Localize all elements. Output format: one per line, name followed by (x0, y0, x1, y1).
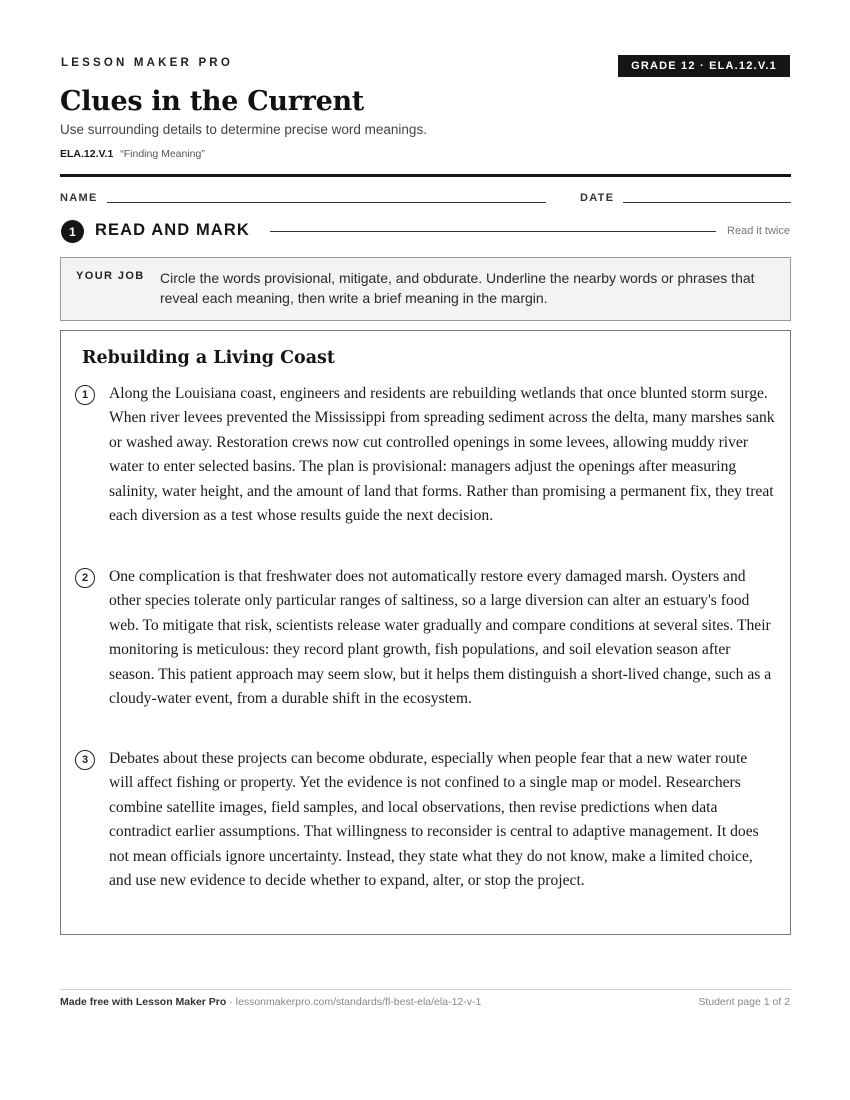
brand-name: LESSON MAKER PRO (61, 57, 233, 69)
paragraph-number: 3 (75, 750, 95, 770)
footer-url: · lessonmakerpro.com/standards/fl-best-ela/ela-12-v-1 (226, 996, 482, 1008)
footer-divider (60, 989, 791, 990)
section-divider (270, 231, 716, 232)
job-instructions-box (60, 257, 791, 321)
standard-name: “Finding Meaning” (120, 148, 205, 160)
date-label: DATE (580, 192, 615, 204)
reading-passage (60, 330, 791, 935)
page-indicator: Student page 1 of 2 (698, 996, 790, 1008)
name-field[interactable] (107, 202, 546, 203)
paragraph-text: Along the Louisiana coast, engineers and residents are rebuilding wetlands that once blunted storm surge. When river levees prevented the Mississippi from spreading sediment across the delta, many marshes sank or washed away. Restoration crews now cut controlled openings in some levees, allowing muddy river water to enter selected basins. The plan is provisional: managers adjust the openings after measuring salinity, water height, and the amount of land that forms. Rather than promising a permanent fix, they treat each diversion as a test whose results guide the next decision. (109, 385, 775, 525)
section-title: READ AND MARK (95, 221, 250, 239)
paragraph-number: 2 (75, 568, 95, 588)
section-number-badge: 1 (61, 220, 84, 243)
paragraph-number: 1 (75, 385, 95, 405)
footer-credit: Made free with Lesson Maker Pro (60, 996, 227, 1008)
paragraph-text: One complication is that freshwater does not automatically restore every damaged marsh. Oysters and other species tolerate only particular ranges of saltiness, so a large diversion can alter an estuary's food web. To mitigate that risk, scientists release water gradually and compare conditions at several sites. Their monitoring is meticulous: they record plant growth, fish populations, and soil elevation season after season. This patient approach may seem slow, but it helps them distinguish a short-lived change, such as a cloudy-water event, from a durable shift in the ecosystem. (109, 568, 772, 708)
section-note: Read it twice (727, 225, 790, 237)
page-subtitle: Use surrounding details to determine precise word meanings. (60, 122, 427, 137)
name-label: NAME (60, 192, 98, 204)
standard-line (60, 148, 205, 160)
job-label: YOUR JOB (76, 270, 145, 282)
passage-title: Rebuilding a Living Coast (82, 348, 335, 368)
date-field[interactable] (623, 202, 791, 203)
page-title: Clues in the Current (60, 86, 364, 117)
job-text: Circle the words provisional, mitigate, and obdurate. Underline the nearby words or phrases that reveal each meaning, then write a brief meaning in the margin. (160, 270, 755, 306)
header-divider (60, 174, 791, 177)
paragraph-text: Debates about these projects can become obdurate, especially when people fear that a new water route will affect fishing or property. Yet the evidence is not confined to a single map or model. Researchers combine satellite images, field samples, and local observations, then revise predictions when data contradict earlier assumptions. That willingness to reconsider is central to adaptive management. It does not mean officials ignore uncertainty. Instead, they state what they do not know, make a limited choice, and use new evidence to decide whether to expand, alter, or stop the project. (109, 750, 759, 890)
grade-badge: GRADE 12 · ELA.12.V.1 (618, 55, 790, 77)
standard-code: ELA.12.V.1 (60, 148, 114, 160)
footer-credit-line (60, 996, 481, 1008)
